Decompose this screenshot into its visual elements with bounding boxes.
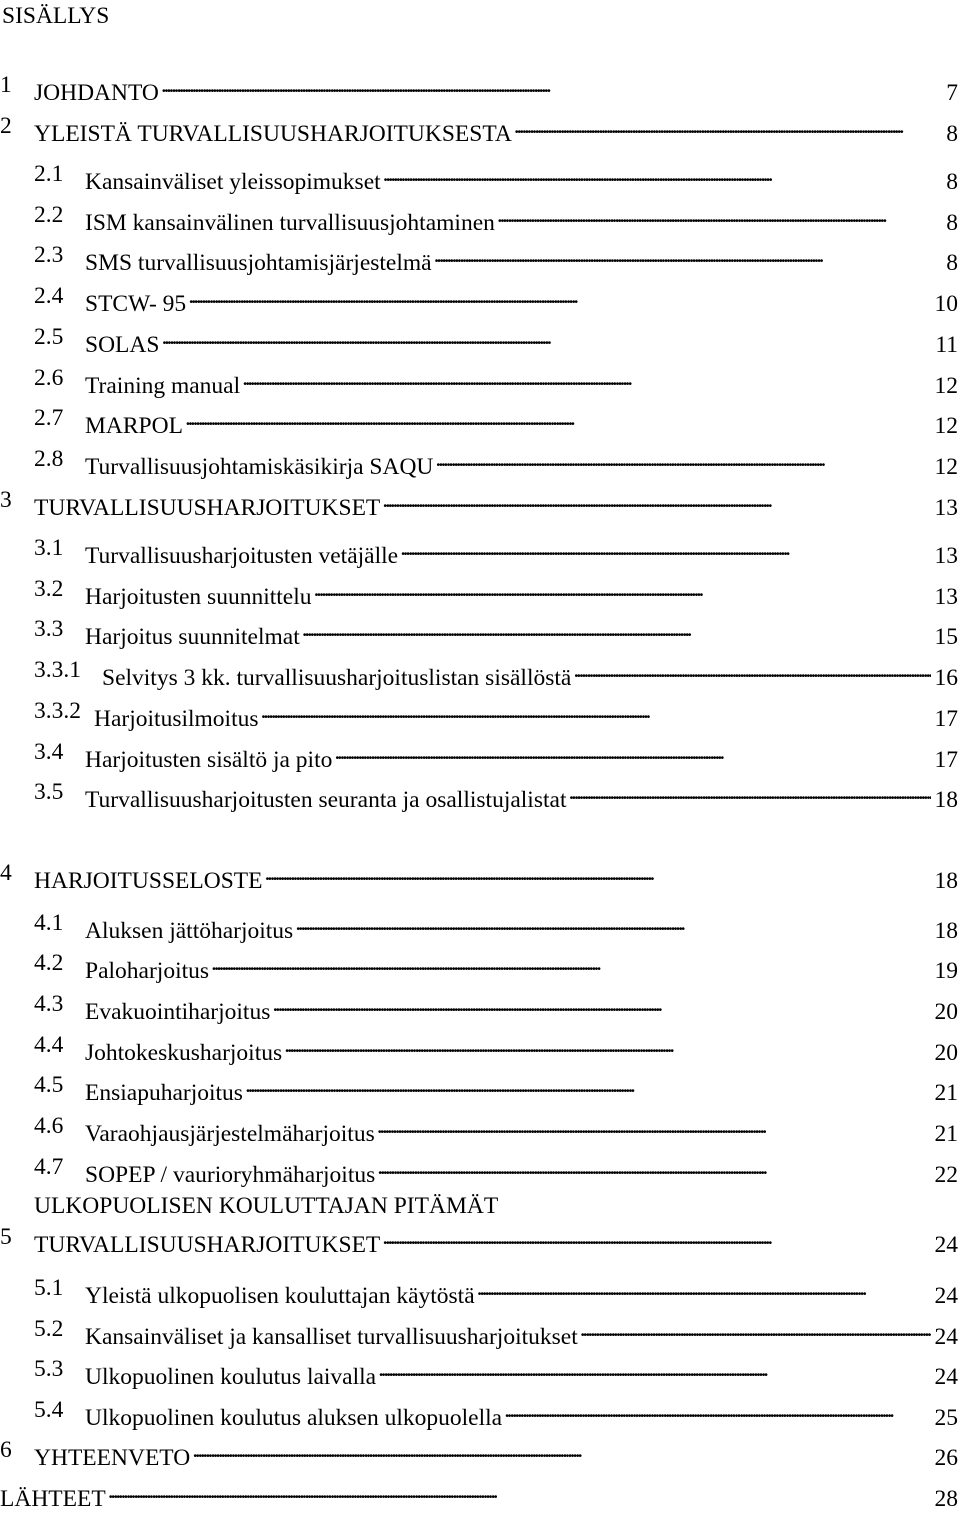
toc-dot-leader	[433, 444, 930, 474]
toc-entry-page-number: 8	[946, 169, 958, 195]
toc-entry[interactable]	[0, 655, 958, 691]
toc-entry-number: 6	[0, 1437, 12, 1463]
toc-entry-page-number: 25	[934, 1405, 958, 1431]
toc-entry-page-number: 28	[934, 1486, 958, 1512]
toc-entry-number: 5.3	[34, 1356, 64, 1382]
toc-dot-leader	[578, 1314, 931, 1344]
toc-dot-leader	[240, 363, 930, 393]
toc-entry[interactable]	[0, 444, 958, 480]
toc-dot-leader	[502, 1395, 930, 1425]
toc-entry-label: Ulkopuolinen koulutus laivalla	[85, 1364, 377, 1390]
toc-entry-number: 5.4	[34, 1397, 64, 1423]
toc-entry[interactable]	[0, 1070, 958, 1106]
toc-entry-page-number: 24	[934, 1324, 958, 1350]
toc-entry-number: 1	[0, 72, 12, 98]
toc-entry-number: 5.2	[34, 1316, 64, 1342]
toc-dot-leader	[259, 696, 931, 726]
toc-entry[interactable]	[0, 1354, 958, 1390]
toc-entry[interactable]	[0, 1111, 958, 1147]
toc-dot-leader	[380, 1222, 930, 1252]
toc-entry-number: 2.8	[34, 446, 64, 472]
toc-entry-page-number: 8	[946, 250, 958, 276]
toc-entry-label: HARJOITUSSELOSTE	[34, 868, 263, 894]
toc-entry-number: 2.6	[34, 365, 64, 391]
toc-entry-label: YLEISTÄ TURVALLISUUSHARJOITUKSESTA	[34, 121, 512, 147]
toc-entry-page-number: 18	[934, 868, 958, 894]
toc-entry-page-number: 18	[934, 918, 958, 944]
toc-entry[interactable]	[0, 363, 958, 399]
toc-entry[interactable]	[0, 111, 958, 147]
toc-entry-page-number: 26	[934, 1445, 958, 1471]
toc-entry-number: 2.7	[34, 405, 64, 431]
toc-entry-label: Ulkopuolinen koulutus aluksen ulkopuolella	[85, 1405, 503, 1431]
toc-entry-label: SOLAS	[85, 332, 160, 358]
toc-entry-page-number: 20	[934, 999, 958, 1025]
toc-entry-label: Evakuointiharjoitus	[85, 999, 271, 1025]
toc-dot-leader	[495, 200, 942, 230]
toc-entry-page-number: 24	[934, 1283, 958, 1309]
toc-entry-label: Ensiapuharjoitus	[85, 1080, 243, 1106]
toc-dot-leader	[566, 777, 930, 807]
toc-entry-number: 2.4	[34, 283, 64, 309]
toc-dot-leader	[375, 1111, 931, 1141]
toc-dot-leader	[159, 322, 931, 352]
toc-entry-label: Johtokeskusharjoitus	[85, 1040, 283, 1066]
toc-entry-page-number: 11	[935, 332, 958, 358]
toc-entry[interactable]	[0, 1273, 958, 1309]
toc-entry-number: 3.4	[34, 739, 64, 765]
toc-entry[interactable]	[0, 696, 958, 732]
toc-entry-page-number: 19	[934, 958, 958, 984]
toc-entry-label: Varaohjausjärjestelmäharjoitus	[85, 1121, 375, 1147]
toc-dot-leader	[312, 574, 931, 604]
toc-entry-label: LÄHTEET	[0, 1486, 106, 1512]
toc-entry-page-number: 22	[934, 1162, 958, 1188]
toc-entry[interactable]	[0, 989, 958, 1025]
toc-dot-leader	[190, 1435, 930, 1465]
toc-entry-number: 4.2	[34, 950, 64, 976]
toc-entry-page-number: 21	[934, 1121, 958, 1147]
toc-dot-leader	[380, 485, 930, 515]
toc-dot-leader	[243, 1070, 931, 1100]
toc-entry-number: 3.3.2	[34, 698, 81, 724]
toc-dot-leader	[571, 655, 930, 685]
toc-entry-number: 3.5	[34, 779, 64, 805]
toc-entry-number: 2	[0, 113, 12, 139]
toc-entry-page-number: 12	[934, 413, 958, 439]
toc-entry-number: 2.1	[34, 161, 64, 187]
toc-entry-label: Training manual	[85, 373, 241, 399]
toc-entry[interactable]	[0, 1152, 958, 1188]
toc-entry-page-number: 12	[934, 454, 958, 480]
toc-entry-label: Aluksen jättöharjoitus	[85, 918, 294, 944]
toc-entry-page-number: 20	[934, 1040, 958, 1066]
toc-entry-label: Turvallisuusjohtamiskäsikirja SAQU	[85, 454, 434, 480]
toc-entry[interactable]	[0, 1435, 958, 1471]
toc-dot-leader	[376, 1354, 930, 1384]
toc-entry-label: MARPOL	[85, 413, 183, 439]
toc-entry[interactable]	[0, 200, 958, 236]
toc-entry[interactable]	[0, 70, 958, 106]
toc-entry-label: Paloharjoitus	[85, 958, 210, 984]
toc-entry-page-number: 13	[934, 495, 958, 521]
toc-entry[interactable]	[0, 777, 958, 813]
toc-entry-number: 2.3	[34, 242, 64, 268]
toc-entry-label: STCW- 95	[85, 291, 187, 317]
toc-dot-leader	[432, 240, 943, 270]
toc-entry-number: 4.7	[34, 1154, 64, 1180]
toc-dot-leader	[293, 908, 930, 938]
toc-entry-label: Harjoitusten sisältö ja pito	[85, 747, 333, 773]
toc-entry-label: Yleistä ulkopuolisen kouluttajan käytöstä	[85, 1283, 475, 1309]
toc-dot-leader	[512, 111, 942, 141]
toc-dot-leader	[262, 858, 930, 888]
toc-entry-label: SMS turvallisuusjohtamisjärjestelmä	[85, 250, 432, 276]
toc-entry-page-number: 15	[934, 624, 958, 650]
toc-entry-page-number: 8	[946, 210, 958, 236]
toc-dot-leader	[398, 533, 930, 563]
toc-entry-number: 4.1	[34, 910, 64, 936]
toc-title: SISÄLLYS	[2, 3, 110, 29]
toc-entry[interactable]	[0, 858, 958, 894]
toc-entry[interactable]	[0, 948, 958, 984]
toc-entry-page-number: 17	[934, 747, 958, 773]
toc-entry-label: YHTEENVETO	[34, 1445, 191, 1471]
toc-entry-number: 4.4	[34, 1032, 64, 1058]
toc-entry-number: 3.1	[34, 535, 64, 561]
toc-entry[interactable]	[0, 281, 958, 317]
toc-entry[interactable]	[0, 1030, 958, 1066]
toc-entry-label: Harjoitusilmoitus	[94, 706, 259, 732]
toc-entry-page-number: 7	[946, 80, 958, 106]
toc-dot-leader	[282, 1030, 930, 1060]
toc-dot-leader	[159, 70, 942, 100]
toc-entry-number: 2.5	[34, 324, 64, 350]
toc-entry-label: ISM kansainvälinen turvallisuusjohtaminen	[85, 210, 495, 236]
toc-dot-leader	[186, 281, 930, 311]
toc-entry-label: Kansainväliset ja kansalliset turvallisuusharjoitukset	[85, 1324, 578, 1350]
toc-entry[interactable]	[0, 240, 958, 276]
toc-entry-label: TURVALLISUUSHARJOITUKSET	[34, 1232, 381, 1258]
toc-entry-number: 5.1	[34, 1275, 64, 1301]
toc-entry[interactable]	[0, 574, 958, 610]
toc-entry-label: Harjoitusten suunnittelu	[85, 584, 312, 610]
toc-entry-label-line1: ULKOPUOLISEN KOULUTTAJAN PITÄMÄT	[34, 1193, 499, 1219]
toc-entry[interactable]	[0, 403, 958, 439]
toc-dot-leader	[475, 1273, 931, 1303]
toc-dot-leader	[300, 614, 931, 644]
toc-entry-label: SOPEP / vaurioryhmäharjoitus	[85, 1162, 376, 1188]
toc-entry[interactable]	[0, 533, 958, 569]
toc-entry[interactable]	[0, 737, 958, 773]
toc-entry-number: 3.3.1	[34, 657, 81, 683]
toc-entry[interactable]	[0, 159, 958, 195]
toc-entry-number: 3.3	[34, 616, 64, 642]
toc-entry-page-number: 21	[934, 1080, 958, 1106]
toc-entry-number: 5	[0, 1224, 12, 1250]
toc-dot-leader	[375, 1152, 930, 1182]
toc-entry-number: 3.2	[34, 576, 64, 602]
toc-entry[interactable]	[0, 1193, 958, 1258]
toc-dot-leader	[332, 737, 930, 767]
toc-entry-label: Turvallisuusharjoitusten seuranta ja osallistujalistat	[85, 787, 567, 813]
toc-entry-label: Harjoitus suunnitelmat	[85, 624, 300, 650]
toc-entry-label: TURVALLISUUSHARJOITUKSET	[34, 495, 381, 521]
toc-dot-leader	[183, 403, 931, 433]
toc-entry-page-number: 10	[934, 291, 958, 317]
toc-entry-number: 3	[0, 487, 12, 513]
toc-entry-number: 4.3	[34, 991, 64, 1017]
toc-entry[interactable]	[0, 485, 958, 521]
toc-entry-label: Selvitys 3 kk. turvallisuusharjoituslistan sisällöstä	[102, 665, 572, 691]
toc-dot-leader	[106, 1476, 931, 1506]
toc-entry-label: Kansainväliset yleissopimukset	[85, 169, 381, 195]
toc-entry[interactable]	[0, 1395, 958, 1431]
toc-entry-number: 4.5	[34, 1072, 64, 1098]
toc-entry[interactable]	[0, 908, 958, 944]
toc-entry[interactable]	[0, 1314, 958, 1350]
toc-entry-number: 4.6	[34, 1113, 64, 1139]
toc-dot-leader	[270, 989, 930, 1019]
toc-entry-page-number: 12	[934, 373, 958, 399]
toc-entry-label: JOHDANTO	[34, 80, 159, 106]
toc-entry-page-number: 16	[934, 665, 958, 691]
toc-dot-leader	[209, 948, 930, 978]
toc-entry-page-number: 24	[934, 1232, 958, 1258]
toc-entry-number: 2.2	[34, 202, 64, 228]
toc-entry-page-number: 13	[934, 584, 958, 610]
toc-entry[interactable]	[0, 322, 958, 358]
toc-entry[interactable]	[0, 614, 958, 650]
toc-entry-page-number: 18	[934, 787, 958, 813]
toc-entry-page-number: 13	[934, 543, 958, 569]
toc-entry[interactable]	[0, 1476, 958, 1512]
toc-entry-page-number: 17	[934, 706, 958, 732]
toc-entry-page-number: 8	[946, 121, 958, 147]
toc-dot-leader	[381, 159, 943, 189]
toc-entry-page-number: 24	[934, 1364, 958, 1390]
toc-entry-number: 4	[0, 860, 12, 886]
toc-entry-label: Turvallisuusharjoitusten vetäjälle	[85, 543, 399, 569]
